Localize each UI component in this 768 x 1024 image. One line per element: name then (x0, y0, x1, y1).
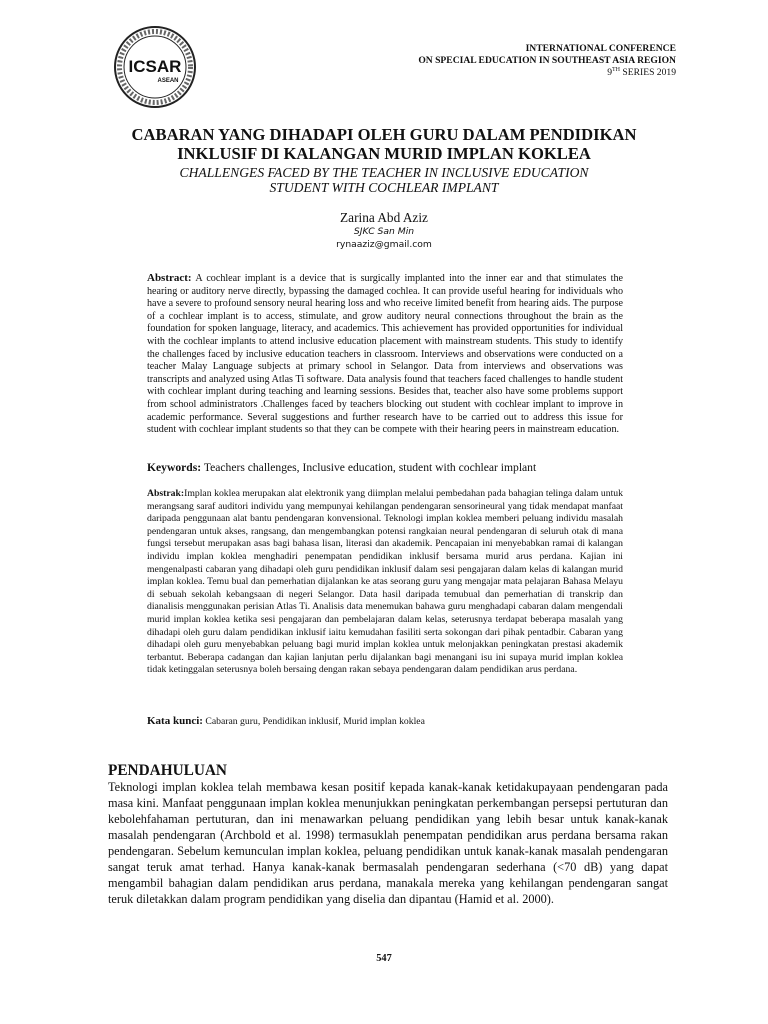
kata-kunci-label: Kata kunci: (147, 715, 203, 727)
series-suffix: TH (612, 66, 621, 73)
author-email: rynaaziz@gmail.com (336, 239, 432, 250)
abstrak-text: Implan koklea merupakan alat elektronik yang diimplan melalui pembedahan pada bahagian telinga dalam untuk merangsang saraf auditori individu yang mempunyai kehilangan pendengaran sensorineural yang tidak mendapat manfaat daripada penggunaan alat bantu pendengaran konvensional. Teknologi implan koklea memberi peluang individu masalah pendengaran untuk akses, rangsang, dan mengembangkan potensi rangkaian neural pendengaran di seluruh otak di mana fungsi tersebut merupakan asas bagi bahasa lisan, literasi dan akademik. Pencapaian ini menyebabkan ramai di kalangan individu implan koklea menghadiri penempatan pendidikan inklusif bersama murid arus perdana. Kajian ini mengenalpasti cabaran yang dihadapi oleh guru pendidikan inklusif dalam sesi pengajaran dalam kelas di kalangan murid implan koklea. Temu bual dan pemerhatian dijalankan ke atas seorang guru yang mengajar mata pelajaran Bahasa Melayu di sebuah sekolah kebangsaan di negeri Selangor. Data hasil daripada temubual dan pemerhatian di transkrip dan dianalisis menggunakan perisian Atlas Ti. Analisis data menemukan bahawa guru menghadapi cabaran dalam mengendali murid implan koklea ketika sesi pengajaran dan pembelajaran dalam kelas, seterusnya terdapat beberapa masalah yang dihadapi oleh guru dalam pendidikan inklusif iaitu kemudahan fasiliti serta sokongan dari pihak pentadbir. Cabaran yang dihadapi oleh guru menyebabkan peluang bagi murid implan koklea untuk melonjakkan peningkatan prestasi akademik terbantut. Beberapa cadangan dan kajian lanjutan perlu dijalankan bagi menangani isu ini supaya murid implan koklea tidak ketinggalan seterusnya boleh bersaing dengan rakan sebaya pendengaran dalam pendidikan arus perdana. (147, 488, 623, 676)
abstract-malay (147, 488, 623, 677)
conference-title: INTERNATIONAL CONFERENCE (525, 43, 676, 54)
conference-logo (110, 22, 200, 112)
conference-subtitle: ON SPECIAL EDUCATION IN SOUTHEAST ASIA REGION (418, 55, 676, 66)
author-affiliation (0, 225, 768, 251)
paper-subtitle: CHALLENGES FACED BY THE TEACHER IN INCLUSIVE EDUCATION STUDENT WITH COCHLEAR IMPLANT (179, 165, 589, 195)
series-number: 9 (607, 67, 613, 78)
author-name: Zarina Abd Aziz (340, 210, 428, 225)
abstrak-label: Abstrak: (147, 488, 185, 499)
series-label: SERIES 2019 (620, 67, 676, 78)
page-number: 547 (376, 953, 392, 964)
section-heading: PENDAHULUAN (108, 762, 227, 779)
keywords-label: Keywords: (147, 461, 202, 474)
kata-kunci (147, 714, 623, 729)
keywords-text: Teachers challenges, Inclusive education, student with cochlear implant (203, 461, 537, 474)
svg-text:ICSAR: ICSAR (128, 57, 182, 76)
kata-kunci-text: Cabaran guru, Pendidikan inklusif, Murid implan koklea (205, 716, 425, 727)
paper-title: CABARAN YANG DIHADAPI OLEH GURU DALAM PENDIDIKAN INKLUSIF DI KALANGAN MURID IMPLAN KOKLEA (131, 125, 637, 163)
abstract-label: Abstract: (147, 272, 192, 284)
author-institution: SJKC San Min (353, 226, 415, 237)
abstract-text: A cochlear implant is a device that is surgically implanted into the inner ear and that stimulates the hearing or auditory nerve directly, bypassing the damaged cochlea. It can provide useful hearing for individuals who have a severe to profound sensory neural hearing loss and who receive limited benefit from hearing aids. The purpose of a cochlear implant is to access, stimulate, and grow auditory neural connections throughout the brain as the foundation for spoken language, literacy, and academics. This achievement has provided opportunities for individual with the cochlear implants to attend inclusive education placement with mainstream students. This study to identify the challenges faced by inclusive education teachers in classroom. Interviews and observations were conducted on a teacher Malay Language subjects at primary school in Selangor. Data from interviews and observations was transcripts and analyzed using Atlas Ti software. Data analysis found that teachers faced challenges to handle student with cochlear implant during teaching and learning sessions. Besides that, teacher also have some problems support from school administrators .Challenges faced by teachers blocking out student with cochlear implant to improve in academic performance. Several suggestions and further research have to be carried out to address this issue for student with cochlear implant students so that they can be compete with their hearing peers in mainstream education. (147, 273, 624, 436)
conference-series (418, 67, 676, 79)
keywords (147, 461, 623, 475)
abstract-english (147, 272, 623, 437)
conference-seal-icon (110, 22, 200, 112)
svg-text:ASEAN: ASEAN (157, 78, 179, 84)
section-body: Teknologi implan koklea telah membawa kesan positif kepada kanak-kanak ketidakupayaan pendengaran pada masa kini. Manfaat penggunaan implan koklea menunjukkan peningkatan perkembangan persepsi pertuturan dan kebolehfahaman pertuturan, dan ini menawarkan peluang pendidikan yang lebih besar untuk kanak-kanak masalah pendengaran (Archbold et al. 1998) termasuklah penempatan pendidikan arus perdana bersama rakan pendengaran. Sebelum kemunculan implan koklea, peluang pendidikan untuk kanak-kanak masalah pendengaran sangat teruk amat terhad. Hanya kanak-kanak bermasalah pendengaran sederhana (<70 dB) yang dapat mengambil bahagian dalam pendidikan arus perdana, manakala mereka yang kehilangan pendengaran sangat teruk diletakkan dalam program pendidikan yang diselia dan dipantau (Hamid et al. 2000). (108, 780, 668, 906)
conference-header (418, 43, 676, 79)
